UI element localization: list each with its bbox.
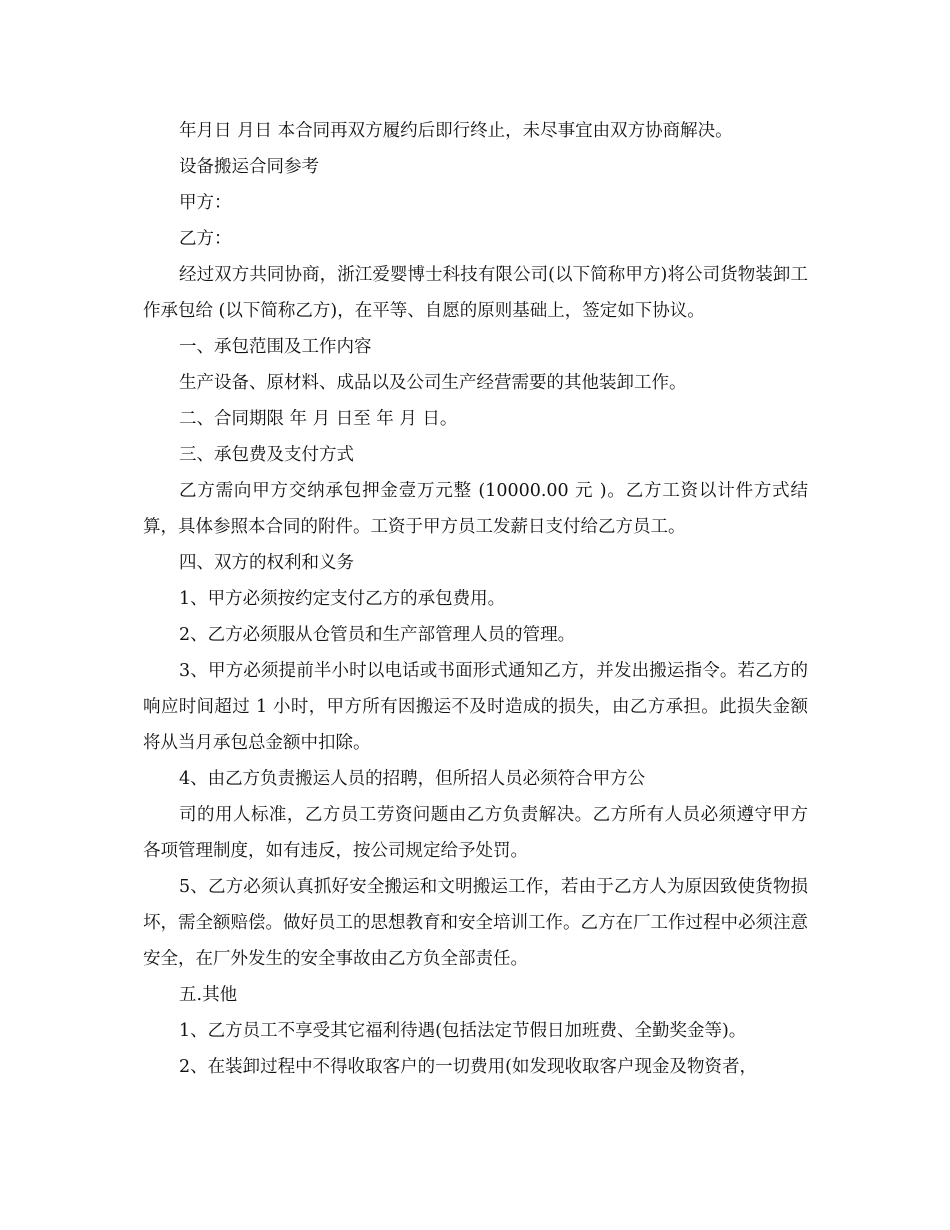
section-heading-term: 二、合同期限 年 月 日至 年 月 日。 <box>179 409 458 429</box>
clause-item: 4、由乙方负责搬运人员的招聘，但所招人员必须符合甲方公 <box>179 769 646 789</box>
section-heading-scope: 一、承包范围及工作内容 <box>179 337 372 357</box>
section-heading-other: 五.其他 <box>179 985 238 1005</box>
paragraph-scope: 生产设备、原材料、成品以及公司生产经营需要的其他装卸工作。 <box>179 373 687 393</box>
party-a-label: 甲方： <box>179 193 232 213</box>
section-heading-payment: 三、承包费及支付方式 <box>179 445 354 465</box>
clause-item: 1、乙方员工不享受其它福利待遇(包括法定节假日加班费、全勤奖金等)。 <box>179 1021 747 1041</box>
paragraph-termination: 年月日 月日 本合同再双方履约后即行终止，未尽事宜由双方协商解决。 <box>179 121 733 141</box>
clause-item-continued: 司的用人标准，乙方员工劳资问题由乙方负责解决。乙方所有人员必须遵守甲方各项管理制度，如有违反，按公司规定给予处罚。 <box>143 805 808 861</box>
clause-item: 5、乙方必须认真抓好安全搬运和文明搬运工作，若由于乙方人为原因致使货物损坏，需全额赔偿。做好员工的思想教育和安全培训工作。乙方在厂工作过程中必须注意安全，在厂外发生的安全事故由乙方负全部责任。 <box>143 877 808 969</box>
clause-item: 3、甲方必须提前半小时以电话或书面形式通知乙方，并发出搬运指令。若乙方的响应时间超过 1 小时，甲方所有因搬运不及时造成的损失，由乙方承担。此损失金额将从当月承包总金额中扣除。 <box>143 661 808 753</box>
paragraph-payment: 乙方需向甲方交纳承包押金壹万元整 (10000.00 元 )。乙方工资以计件方式结算，具体参照本合同的附件。工资于甲方员工发薪日支付给乙方员工。 <box>143 481 808 537</box>
paragraph-preamble: 经过双方共同协商，浙江爱婴博士科技有限公司(以下简称甲方)将公司货物装卸工作承包给 (以下简称乙方)，在平等、自愿的原则基础上，签定如下协议。 <box>143 265 808 321</box>
section-heading-rights: 四、双方的权利和义务 <box>179 553 354 573</box>
contract-title: 设备搬运合同参考 <box>179 157 319 177</box>
clause-item: 1、甲方必须按约定支付乙方的承包费用。 <box>179 589 506 609</box>
document-body <box>143 113 808 1085</box>
clause-item: 2、在装卸过程中不得收取客户的一切费用(如发现收取客户现金及物资者， <box>179 1057 757 1077</box>
party-b-label: 乙方： <box>179 229 232 249</box>
clause-item: 2、乙方必须服从仓管员和生产部管理人员的管理。 <box>179 625 576 645</box>
